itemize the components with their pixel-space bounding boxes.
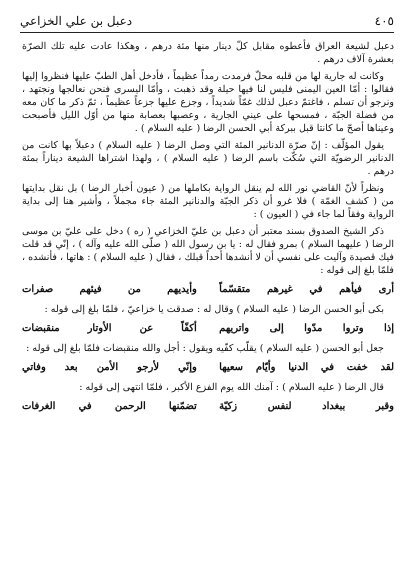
verse-second-hemistich: تضمّنها الرحمن في الغرفات <box>22 401 197 412</box>
page-body <box>22 40 394 574</box>
paragraph: وكانت له جارية لها من قلبه محلّ فرمدت رمداً عظيماً ، فأدخل أهل الطبّ عليها فنظروا إليها فقالوا : أمّا العين اليمنى فليس لنا فيها حيلة وقد ذهبت ، وأمّا اليسرى فنحن نعالجها ونجتهد ، ونرجو أن تسلم ، فاغتمّ دعبل لذلك غمّاً شديداً ، وجزع عليها جزعاً عظيماً ، ثمّ ذكر ما كان معه من فضلة الجبّة ، فمسحها على عيني الجارية ، وعصبها بعصابة منها من أوّل الليل فأصبحت وعيناها أصحّ ما كانتا قبل ببركة أبي الحسن الرضا ( عليه السلام ) . <box>22 71 394 134</box>
running-header <box>20 10 394 33</box>
verse-first-hemistich: أرى فيأهم في غيرهم متقسّماً <box>219 284 394 295</box>
running-title: دعبل بن علي الخزاعي <box>20 14 133 28</box>
page-number: ٤٠٥ <box>374 14 394 28</box>
verse-first-hemistich: وقبر ببغداد لنفس زكيّة <box>219 401 394 412</box>
verse-second-hemistich: وإنّي لأرجو الأمن بعد وفاتي <box>22 362 197 373</box>
poem-verse <box>22 322 394 336</box>
verse-first-hemistich: لقد خفت في الدنيا وأيّام سعيها <box>219 362 394 373</box>
paragraph: قال الرضا ( عليه السلام ) : آمنك الله يوم الفزع الأكبر ، فلمّا انتهى إلى قوله : <box>79 382 384 393</box>
verse-first-hemistich: إذا وتروا مدّوا إلى واتريهم <box>219 323 394 334</box>
paragraph: يقول المؤلّف : إنّ صرّة الدنانير المئة التي وصل الرضا ( عليه السلام ) دعبلاً بها كانت من الدنانير الرضويّة التي سُكّت باسم الرضا ( عليه السلام ) ، ولهذا اشتراها الشيعة ديناراً بمئة درهم . <box>22 140 394 177</box>
paragraph: ذكر الشيخ الصدوق بسند معتبر أن دعبل بن عليّ الخزاعي ( ره ) دخل على عليّ بن موسى الرضا ( عليهما السلام ) بمرو فقال له : يا بن رسول الله ( صلّى الله عليه وآله ) ، إنّي قد قلت فيك قصيدة وآليت على نفسي أن لا أنشدها أحداً قبلك ، فقال ( عليه السلام ) : هاتها ، فأنشده ، فلمّا بلغ إلى قوله : <box>22 226 394 276</box>
paragraph: ونظراً لأنّ القاضي نور الله لم ينقل الرواية بكاملها من ( عيون أخبار الرضا ) بل نقل بدايتها من ( كشف الغمّة ) فلا غرو أن ذكر الجبّة والدنانير المئة جاء مجملاً ، وأشير هنا إلى بداية الرواية وفقاً لما جاء في ( العيون ) : <box>22 183 394 220</box>
verse-second-hemistich: وأيديهم من فيئهم صفرات <box>22 284 197 295</box>
paragraph: دعبل لشيعة العراق فأعطوه مقابل كلّ دينار منها مئة درهم ، وهكذا عادت عليه تلك الصرّة بعشرة آلاف درهم . <box>22 41 394 65</box>
paragraph: جعل أبو الحسن ( عليه السلام ) يقلّب كفّيه ويقول : أجل والله منقبضات فلمّا بلغ إلى قوله : <box>26 343 384 354</box>
paragraph: بكى أبو الحسن الرضا ( عليه السلام ) وقال له : صدقت يا خزاعيّ ، فلمّا بلغ إلى قوله : <box>44 304 384 315</box>
poem-verse <box>22 283 394 297</box>
verse-second-hemistich: أكفّاً عن الأوتار منقبضات <box>22 323 197 334</box>
poem-verse <box>22 400 394 414</box>
poem-verse <box>22 361 394 375</box>
